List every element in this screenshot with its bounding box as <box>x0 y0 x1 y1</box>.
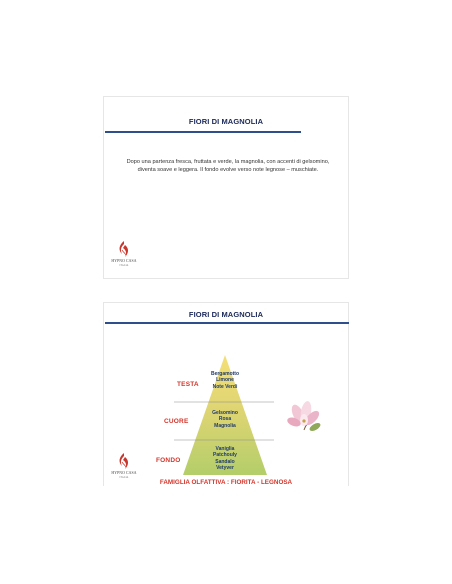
note: Vaniglia <box>215 446 235 452</box>
note: Magnolia <box>214 422 236 429</box>
top-notes <box>200 371 250 390</box>
hypno-casa-logo-icon <box>116 453 132 470</box>
note: Gelsomino <box>212 410 238 416</box>
olfactory-family: FAMIGLIA OLFATTIVA : FIORITA - LEGNOSA <box>159 479 293 486</box>
perfume-description <box>118 158 338 174</box>
slide-olfactory-pyramid <box>103 302 349 486</box>
layer-label-cuore: CUORE <box>164 418 189 425</box>
note: Rosa <box>218 416 232 423</box>
note: Patchouly <box>213 452 237 459</box>
layer-label-testa: TESTA <box>177 381 199 388</box>
hypno-casa-logo-icon <box>116 241 132 258</box>
slide-description <box>103 96 349 279</box>
hypno-casa-logo <box>107 453 141 483</box>
note: Bergamotto <box>210 371 240 377</box>
layer-label-fondo: FONDO <box>156 457 181 464</box>
magnolia-flower-icon <box>284 400 324 436</box>
description-line: Dopo una partenza fresca, fruttata e verde, la magnolia, con accenti di gelsomino, <box>126 159 330 165</box>
note: Sandalo <box>215 458 235 465</box>
slide-title: FIORI DI MAGNOLIA <box>188 310 264 319</box>
logo-brand-name: HYPNO CASA <box>111 471 137 475</box>
base-notes <box>200 446 250 471</box>
logo-brand-name: HYPNO CASA <box>111 259 137 263</box>
title-rule <box>105 131 301 133</box>
note: Limone <box>216 377 234 384</box>
note: Vetyver <box>216 464 234 471</box>
note: Note Verdi <box>212 383 238 390</box>
logo-brand-subtitle: ITALIA <box>119 264 129 267</box>
logo-brand-subtitle: ITALIA <box>119 476 129 479</box>
slide-title: FIORI DI MAGNOLIA <box>188 117 264 126</box>
heart-notes <box>200 410 250 429</box>
description-line: diventa soave e leggera. Il fondo evolve verso note legnose – muschiate. <box>137 167 319 174</box>
hypno-casa-logo <box>107 241 141 271</box>
